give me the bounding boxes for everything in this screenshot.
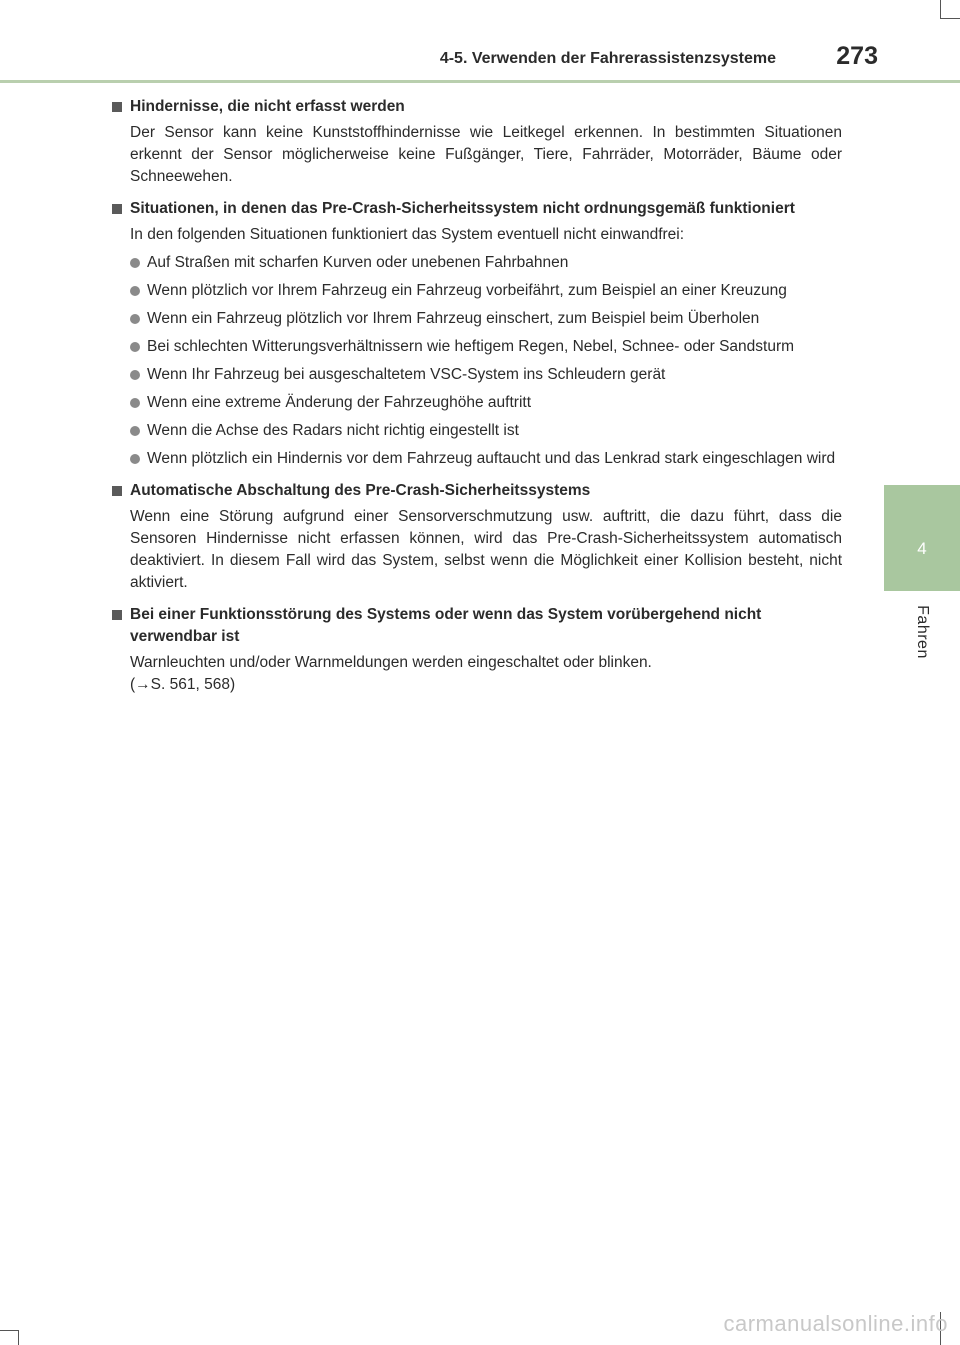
section-text: Wenn eine Störung aufgrund einer Sensorverschmutzung usw. auftritt, die dazu führt, dass die Sensoren Hindernisse nicht erfassen können, wird das Pre-Crash-Sicherheitssystem automatisch deaktiviert. In diesem Fall wird das System, selbst wenn die Möglichkeit einer Kollision besteht, nicht aktiviert.	[130, 508, 842, 591]
section-text: In den folgenden Situationen funktioniert das System eventuell nicht einwandfrei:	[130, 226, 685, 243]
dot-bullet-icon	[130, 370, 140, 380]
section-heading	[112, 480, 842, 502]
chapter-tab	[884, 485, 960, 591]
header-title: 4-5. Verwenden der Fahrerassistenzsysteme	[439, 50, 776, 67]
square-bullet-icon	[112, 204, 122, 214]
section-heading	[112, 96, 842, 118]
list-item-text: Wenn plötzlich vor Ihrem Fahrzeug ein Fahrzeug vorbeifährt, zum Beispiel an einer Kreuzung	[147, 282, 787, 299]
dot-bullet-icon	[130, 398, 140, 408]
section-heading	[112, 604, 842, 648]
section-auto-shutdown	[112, 480, 842, 594]
page-reference: (→S. 561, 568)	[130, 676, 236, 693]
square-bullet-icon	[112, 610, 122, 620]
page-number: 273	[836, 42, 878, 70]
dot-bullet-icon	[130, 454, 140, 464]
crop-mark	[940, 0, 941, 18]
list-item	[130, 280, 842, 302]
crop-mark	[940, 18, 960, 19]
crop-mark	[18, 1330, 19, 1345]
square-bullet-icon	[112, 102, 122, 112]
page-content	[112, 96, 842, 706]
list-item	[130, 252, 842, 274]
list-item	[130, 392, 842, 414]
section-heading-text: Hindernisse, die nicht erfasst werden	[130, 98, 405, 115]
list-item-text: Bei schlechten Witterungsverhältnissern wie heftigem Regen, Nebel, Schnee- oder Sandsturm	[147, 338, 795, 355]
list-item	[130, 448, 842, 470]
section-heading-text: Bei einer Funktionsstörung des Systems oder wenn das System vorübergehend nicht verwendbar ist	[130, 606, 762, 645]
list-item	[130, 336, 842, 358]
section-system-failure	[112, 604, 842, 696]
list-item	[130, 308, 842, 330]
dot-bullet-icon	[130, 426, 140, 436]
section-text: Der Sensor kann keine Kunststoffhindernisse wie Leitkegel erkennen. In bestimmten Situationen erkennt der Sensor möglicherweise keine Fußgänger, Tiere, Fahrräder, Motorräder, Bäume oder Schneewehen.	[130, 124, 842, 185]
chapter-label: Fahren	[914, 605, 931, 659]
list-item-text: Wenn ein Fahrzeug plötzlich vor Ihrem Fahrzeug einschert, zum Beispiel beim Überholen	[147, 310, 760, 327]
dot-bullet-icon	[130, 342, 140, 352]
header-rule	[0, 80, 960, 83]
section-text: Warnleuchten und/oder Warnmeldungen werden eingeschaltet oder blinken.	[130, 654, 652, 671]
section-heading-text: Situationen, in denen das Pre-Crash-Sicherheitssystem nicht ordnungsgemäß funktioniert	[130, 200, 795, 217]
section-heading-text: Automatische Abschaltung des Pre-Crash-Sicherheitssystems	[130, 482, 591, 499]
crop-mark	[0, 1330, 18, 1331]
list-item-text: Auf Straßen mit scharfen Kurven oder unebenen Fahrbahnen	[147, 254, 569, 271]
list-item-text: Wenn plötzlich ein Hindernis vor dem Fahrzeug auftaucht und das Lenkrad stark eingeschlagen wird	[147, 450, 836, 467]
dot-bullet-icon	[130, 314, 140, 324]
chapter-number: 4	[917, 539, 927, 558]
section-malfunction-situations	[112, 198, 842, 470]
list-item	[130, 420, 842, 442]
list-item	[130, 364, 842, 386]
section-not-detected	[112, 96, 842, 188]
list-item-text: Wenn die Achse des Radars nicht richtig eingestellt ist	[147, 422, 519, 439]
dot-bullet-icon	[130, 258, 140, 268]
list-item-text: Wenn eine extreme Änderung der Fahrzeughöhe auftritt	[147, 394, 532, 411]
watermark: carmanualsonline.info	[723, 1311, 948, 1336]
dot-bullet-icon	[130, 286, 140, 296]
square-bullet-icon	[112, 486, 122, 496]
bullet-list	[130, 252, 842, 470]
list-item-text: Wenn Ihr Fahrzeug bei ausgeschaltetem VSC-System ins Schleudern gerät	[147, 366, 666, 383]
section-heading	[112, 198, 842, 220]
